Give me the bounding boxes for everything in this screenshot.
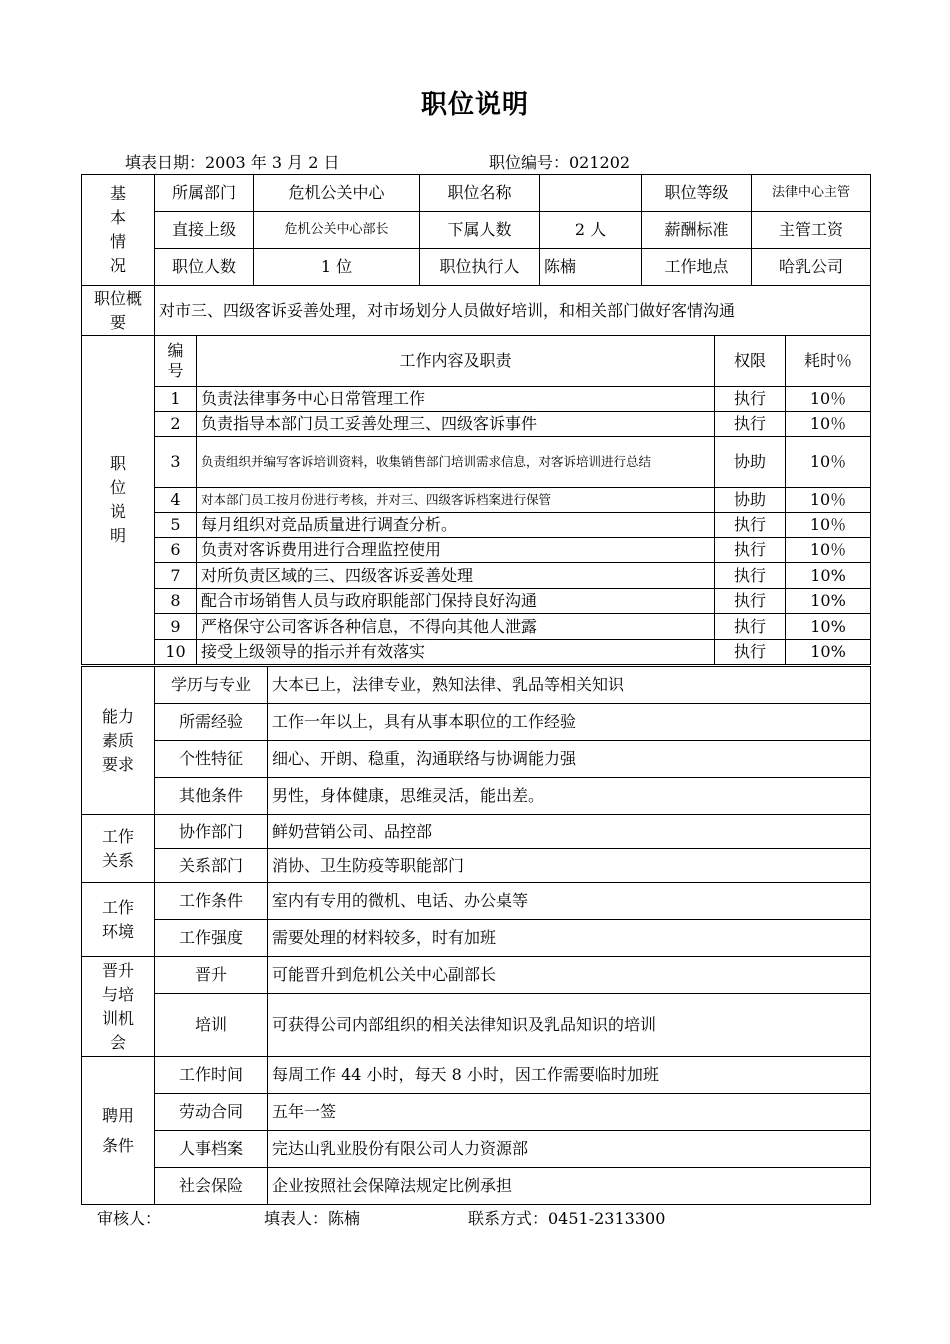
- duties-section-label: 职 位 说 明: [82, 336, 155, 665]
- superior-value: 危机公关中心部长: [254, 212, 420, 249]
- row-label: 劳动合同: [155, 1094, 268, 1131]
- row-value: 完达山乳业股份有限公司人力资源部: [268, 1131, 871, 1168]
- row-label: 晋升: [155, 957, 268, 994]
- header-no: 编号: [155, 336, 197, 387]
- grade-label: 职位等级: [642, 175, 752, 212]
- subordinates-value: 2 人: [540, 212, 642, 249]
- row-value: 每周工作 44 小时，每天 8 小时，因工作需要临时加班: [268, 1057, 871, 1094]
- header-content: 工作内容及职责: [197, 336, 715, 387]
- dept-value: 危机公关中心: [254, 175, 420, 212]
- location-label: 工作地点: [642, 249, 752, 286]
- executor-value: 陈楠: [540, 249, 642, 286]
- row-label: 关系部门: [155, 849, 268, 883]
- row-value: 企业按照社会保障法规定比例承担: [268, 1168, 871, 1205]
- grade-value: 法律中心主管: [752, 175, 871, 212]
- contact: 联系方式：0451-2313300: [468, 1209, 666, 1228]
- row-value: 可获得公司内部组织的相关法律知识及乳品知识的培训: [268, 994, 871, 1057]
- position-name-label: 职位名称: [420, 175, 540, 212]
- relations-section-label: 工作 关系: [82, 815, 155, 883]
- environment-section-label: 工作 环境: [82, 883, 155, 957]
- page-title: 职位说明: [420, 90, 529, 120]
- table-row: 10 接受上级领导的指示并有效落实 执行 10%: [82, 640, 871, 665]
- subordinates-label: 下属人数: [420, 212, 540, 249]
- table-row: 2 负责指导本部门员工妥善处理三、四级客诉事件 执行 10％: [82, 412, 871, 437]
- table-row: 4 对本部门员工按月份进行考核，并对三、四级客诉档案进行保管 协助 10％: [82, 488, 871, 513]
- row-label: 工作时间: [155, 1057, 268, 1094]
- basic-section-label: 基 本 情 况: [82, 175, 155, 286]
- table-row: 7 对所负责区域的三、四级客诉妥善处理 执行 10%: [82, 563, 871, 589]
- ability-section-label: 能力 素质 要求: [82, 667, 155, 815]
- table-row: 5 每月组织对竞品质量进行调查分析。 执行 10％: [82, 513, 871, 538]
- employment-section-label: 聘用 条件: [82, 1057, 155, 1205]
- duties-table: [81, 285, 871, 665]
- overview-label: 职位概要: [82, 286, 155, 336]
- row-label: 协作部门: [155, 815, 268, 849]
- table-row: 3 负责组织并编写客诉培训资料，收集销售部门培训需求信息，对客诉培训进行总结 协助 10％: [82, 437, 871, 488]
- count-label: 职位人数: [155, 249, 254, 286]
- superior-label: 直接上级: [155, 212, 254, 249]
- row-value: 室内有专用的微机、电话、办公桌等: [268, 883, 871, 920]
- row-label: 其他条件: [155, 778, 268, 815]
- location-value: 哈乳公司: [752, 249, 871, 286]
- row-label: 培训: [155, 994, 268, 1057]
- row-label: 工作强度: [155, 920, 268, 957]
- table-row: 6 负责对客诉费用进行合理监控使用 执行 10％: [82, 538, 871, 563]
- count-value: 1 位: [254, 249, 420, 286]
- header-time: 耗时％: [786, 336, 871, 387]
- header-authority: 权限: [715, 336, 786, 387]
- salary-label: 薪酬标准: [642, 212, 752, 249]
- table-row: 8 配合市场销售人员与政府职能部门保持良好沟通 执行 10%: [82, 589, 871, 614]
- requirements-table: [81, 666, 871, 1205]
- position-code: 职位编号：021202: [489, 153, 631, 172]
- row-label: 所需经验: [155, 704, 268, 741]
- row-value: 五年一签: [268, 1094, 871, 1131]
- row-value: 鲜奶营销公司、品控部: [268, 815, 871, 849]
- row-label: 工作条件: [155, 883, 268, 920]
- salary-value: 主管工资: [752, 212, 871, 249]
- row-value: 可能晋升到危机公关中心副部长: [268, 957, 871, 994]
- position-name-value: [540, 175, 642, 212]
- table-row: 1 负责法律事务中心日常管理工作 执行 10％: [82, 387, 871, 412]
- row-label: 个性特征: [155, 741, 268, 778]
- reviewer: 审核人：: [97, 1209, 162, 1228]
- table-row: 9 严格保守公司客诉各种信息，不得向其他人泄露 执行 10%: [82, 614, 871, 640]
- basic-info-table: [81, 174, 871, 286]
- row-value: 需要处理的材料较多，时有加班: [268, 920, 871, 957]
- dept-label: 所属部门: [155, 175, 254, 212]
- row-value: 细心、开朗、稳重，沟通联络与协调能力强: [268, 741, 871, 778]
- overview-text: 对市三、四级客诉妥善处理，对市场划分人员做好培训，和相关部门做好客情沟通: [155, 286, 871, 336]
- row-label: 学历与专业: [155, 667, 268, 704]
- promotion-section-label: 晋升 与培 训机 会: [82, 957, 155, 1057]
- row-value: 男性，身体健康，思维灵活，能出差。: [268, 778, 871, 815]
- row-value: 消协、卫生防疫等职能部门: [268, 849, 871, 883]
- row-value: 工作一年以上，具有从事本职位的工作经验: [268, 704, 871, 741]
- row-label: 社会保险: [155, 1168, 268, 1205]
- executor-label: 职位执行人: [420, 249, 540, 286]
- row-value: 大本已上，法律专业，熟知法律、乳品等相关知识: [268, 667, 871, 704]
- row-label: 人事档案: [155, 1131, 268, 1168]
- fill-date: 填表日期：2003 年 3 月 2 日: [125, 153, 340, 172]
- filler: 填表人：陈楠: [264, 1209, 361, 1228]
